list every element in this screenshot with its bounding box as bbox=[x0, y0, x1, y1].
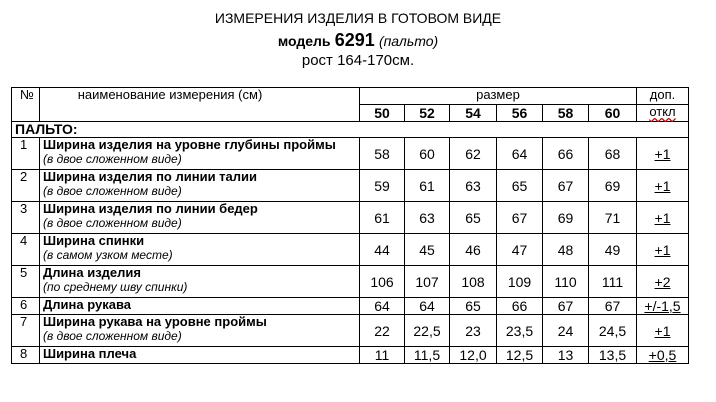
size-value: 66 bbox=[497, 298, 543, 315]
measurement-name: Ширина изделия по линии талии bbox=[43, 169, 258, 184]
row-number: 7 bbox=[12, 315, 40, 347]
model-number: 6291 bbox=[334, 30, 375, 50]
row-number: 2 bbox=[12, 170, 40, 202]
tolerance-cell bbox=[637, 234, 689, 266]
size-value: 11,5 bbox=[405, 347, 450, 364]
measurement-name: Ширина изделия на уровне глубины проймы bbox=[43, 137, 336, 152]
table-row bbox=[12, 315, 689, 347]
measurement-name-cell bbox=[40, 202, 360, 234]
measurement-name-cell bbox=[40, 138, 360, 170]
table-row bbox=[12, 266, 689, 298]
tolerance-value: +2 bbox=[654, 273, 671, 290]
size-value: 106 bbox=[360, 266, 405, 298]
size-value: 62 bbox=[450, 138, 497, 170]
size-header: 56 bbox=[497, 105, 543, 122]
size-value: 63 bbox=[405, 202, 450, 234]
size-value: 109 bbox=[497, 266, 543, 298]
size-value: 68 bbox=[589, 138, 637, 170]
tol-abbrev: откл bbox=[649, 104, 676, 119]
measurement-note: (в двое сложенном виде) bbox=[43, 152, 182, 166]
size-value: 67 bbox=[497, 202, 543, 234]
size-value: 22 bbox=[360, 315, 405, 347]
size-value: 65 bbox=[497, 170, 543, 202]
tolerance-cell bbox=[637, 202, 689, 234]
size-value: 12,0 bbox=[450, 347, 497, 364]
size-value: 107 bbox=[405, 266, 450, 298]
tolerance-value: +1 bbox=[654, 177, 671, 194]
measurement-note: (в двое сложенном виде) bbox=[43, 184, 182, 198]
tolerance-cell bbox=[637, 298, 689, 315]
size-value: 71 bbox=[589, 202, 637, 234]
col-tol-header: доп. bbox=[637, 88, 689, 105]
size-value: 47 bbox=[497, 234, 543, 266]
measurement-name-cell bbox=[40, 170, 360, 202]
tolerance-cell bbox=[637, 138, 689, 170]
table-row bbox=[12, 202, 689, 234]
size-value: 60 bbox=[405, 138, 450, 170]
tolerance-cell bbox=[637, 170, 689, 202]
size-value: 64 bbox=[360, 298, 405, 315]
size-value: 48 bbox=[543, 234, 589, 266]
measurement-name: Длина рукава bbox=[43, 297, 131, 312]
row-number: 5 bbox=[12, 266, 40, 298]
model-label: модель bbox=[277, 33, 331, 49]
tolerance-value: +1 bbox=[654, 145, 671, 162]
section-row bbox=[12, 122, 689, 138]
measurement-name: Ширина рукава на уровне проймы bbox=[43, 314, 267, 329]
size-value: 59 bbox=[360, 170, 405, 202]
model-note: (пальто) bbox=[378, 33, 439, 49]
row-number: 3 bbox=[12, 202, 40, 234]
measurement-note: (в двое сложенном виде) bbox=[43, 329, 182, 343]
size-value: 22,5 bbox=[405, 315, 450, 347]
measurements-table bbox=[11, 87, 689, 364]
size-value: 64 bbox=[405, 298, 450, 315]
size-header: 54 bbox=[450, 105, 497, 122]
size-value: 111 bbox=[589, 266, 637, 298]
size-value: 69 bbox=[589, 170, 637, 202]
measurement-note: (в самом узком месте) bbox=[43, 248, 173, 262]
tolerance-cell bbox=[637, 266, 689, 298]
tolerance-value: +1 bbox=[654, 209, 671, 226]
size-value: 61 bbox=[405, 170, 450, 202]
size-value: 13,5 bbox=[589, 347, 637, 364]
measurement-name: Ширина плеча bbox=[43, 346, 137, 361]
tolerance-value: +/-1,5 bbox=[644, 298, 681, 314]
size-value: 12,5 bbox=[497, 347, 543, 364]
size-value: 67 bbox=[543, 170, 589, 202]
document-title: ИЗМЕРЕНИЯ ИЗДЕЛИЯ В ГОТОВОМ ВИДЕ bbox=[214, 10, 502, 26]
size-value: 66 bbox=[543, 138, 589, 170]
table-row bbox=[12, 234, 689, 266]
row-number: 1 bbox=[12, 138, 40, 170]
size-value: 63 bbox=[450, 170, 497, 202]
size-value: 61 bbox=[360, 202, 405, 234]
size-value: 67 bbox=[543, 298, 589, 315]
tolerance-cell bbox=[637, 347, 689, 364]
col-no-header: № bbox=[12, 88, 40, 122]
table-row bbox=[12, 347, 689, 364]
size-value: 67 bbox=[589, 298, 637, 315]
size-value: 58 bbox=[360, 138, 405, 170]
measurement-name: Длина изделия bbox=[43, 265, 141, 280]
col-size-header: размер bbox=[360, 88, 637, 105]
size-value: 108 bbox=[450, 266, 497, 298]
size-value: 110 bbox=[543, 266, 589, 298]
height-range: рост 164-170см. bbox=[301, 52, 415, 69]
row-number: 6 bbox=[12, 298, 40, 315]
size-value: 69 bbox=[543, 202, 589, 234]
size-value: 44 bbox=[360, 234, 405, 266]
size-value: 11 bbox=[360, 347, 405, 364]
col-name-text: наименование измерения (см) bbox=[77, 87, 263, 102]
size-value: 64 bbox=[497, 138, 543, 170]
size-value: 45 bbox=[405, 234, 450, 266]
measurement-note: (в двое сложенном виде) bbox=[43, 216, 182, 230]
table-row bbox=[12, 170, 689, 202]
col-tol-header-2 bbox=[637, 105, 689, 122]
size-value: 13 bbox=[543, 347, 589, 364]
measurement-name: Ширина спинки bbox=[43, 233, 145, 248]
measurement-name-cell bbox=[40, 315, 360, 347]
measurement-name-cell bbox=[40, 234, 360, 266]
col-name-header bbox=[40, 88, 360, 122]
size-header: 52 bbox=[405, 105, 450, 122]
size-value: 23 bbox=[450, 315, 497, 347]
size-value: 65 bbox=[450, 202, 497, 234]
size-header: 58 bbox=[543, 105, 589, 122]
size-value: 24,5 bbox=[589, 315, 637, 347]
tolerance-value: +1 bbox=[654, 241, 671, 258]
size-value: 23,5 bbox=[497, 315, 543, 347]
measurement-name: Ширина изделия по линии бедер bbox=[43, 201, 258, 216]
table-row bbox=[12, 138, 689, 170]
model-line bbox=[0, 30, 716, 51]
row-number: 8 bbox=[12, 347, 40, 364]
row-number: 4 bbox=[12, 234, 40, 266]
size-value: 46 bbox=[450, 234, 497, 266]
size-value: 49 bbox=[589, 234, 637, 266]
tolerance-value: +1 bbox=[654, 322, 671, 339]
size-value: 65 bbox=[450, 298, 497, 315]
table-row bbox=[12, 298, 689, 315]
tolerance-value: +0,5 bbox=[648, 347, 677, 363]
size-header: 60 bbox=[589, 105, 637, 122]
measurement-name-cell bbox=[40, 266, 360, 298]
measurement-name-cell bbox=[40, 298, 360, 315]
measurement-note: (по среднему шву спинки) bbox=[43, 280, 188, 294]
size-value: 24 bbox=[543, 315, 589, 347]
measurement-name-cell bbox=[40, 347, 360, 364]
size-header: 50 bbox=[360, 105, 405, 122]
section-title: ПАЛЬТО: bbox=[12, 122, 689, 138]
tolerance-cell bbox=[637, 315, 689, 347]
